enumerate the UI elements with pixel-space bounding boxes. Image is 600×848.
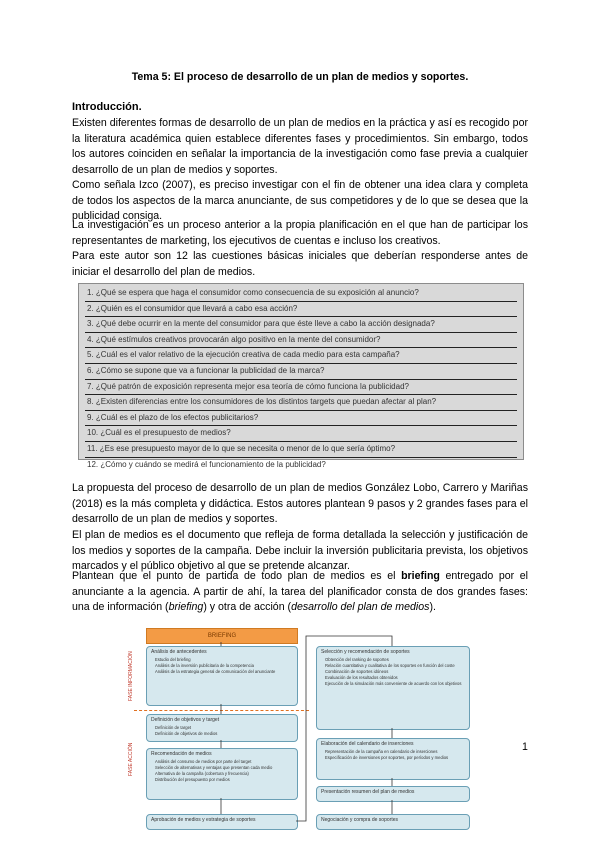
box-item: Relación cuantitativa y cualitativa de los soportes en función del coste bbox=[325, 663, 455, 668]
intro-paragraph-3: La investigación es un proceso anterior a la propia planificación en el que han de participar los representantes de marketing, los ejecutivos de cuentas e incluso los creativos. bbox=[72, 219, 528, 247]
support-selection-heading: Selección y recomendación de soportes bbox=[321, 649, 410, 655]
box-item: Ejecución de la simulación más conveniente de acuerdo con los objetivos bbox=[325, 681, 462, 686]
body-paragraph-2: El plan de medios es el documento que refleja de forma detallada la selección y justificación de los medios y soportes de la campaña. Debe incluir la inversión publicitaria prevista, los objetivos marcados y el público objetivo al que se pretende alcanzar. bbox=[72, 529, 528, 572]
intro-paragraph-1: Existen diferentes formas de desarrollo de un plan de medios en la práctica y así es recogido por la literatura académica quien establece diferentes fases y procedimientos. Sin embargo, todos los autores coinciden en señalar la importancia de la investigación como fase previa a cualquier desarrollo de un plan de medios y soportes. bbox=[72, 117, 528, 176]
body-paragraph-3: Plantean que el punto de partida de todo plan de medios es el briefing entregado por el anunciante a la agencia. A partir de ahí, la tarea del planificador consta de dos grandes fases: una de información (briefing) y otra de acción (desarrollo del plan de medios). bbox=[72, 570, 528, 613]
box-item: Análisis de la estrategia general de comunicación del anunciante bbox=[155, 669, 276, 674]
box-item: Combinación de soportes idóneos bbox=[325, 669, 389, 674]
briefing-label: BRIEFING bbox=[207, 633, 237, 639]
question-row: 6. ¿Cómo se supone que va a funcionar la publicidad de la marca? bbox=[85, 364, 517, 380]
box-item: Definición de target bbox=[155, 725, 192, 730]
question-row: 11. ¿Es ese presupuesto mayor de lo que se necesita o menor de lo que sería óptimo? bbox=[85, 442, 517, 458]
media-recommendation-heading: Recomendación de medios bbox=[151, 751, 212, 757]
box-item: Distribución del presupuesto por medios bbox=[155, 777, 230, 782]
questions-table bbox=[78, 283, 524, 469]
box-item: Definición de objetivos de medios bbox=[155, 731, 218, 736]
box-item: Análisis del consumo de medios por parte del target bbox=[155, 759, 252, 764]
media-plan-process-diagram bbox=[126, 624, 476, 834]
intro-paragraph-4: Para este autor son 12 las cuestiones básicas iniciales que deberían responderse antes de iniciar el desarrollo del plan de medios. bbox=[72, 250, 528, 278]
box-item: Estudio del briefing bbox=[155, 657, 191, 662]
approval-heading: Aprobación de medios y estrategia de soportes bbox=[151, 817, 256, 823]
diagram-arrows bbox=[126, 624, 476, 834]
page-title: Tema 5: El proceso de desarrollo de un plan de medios y soportes. bbox=[131, 71, 469, 83]
question-row: 4. ¿Qué estímulos creativos provocarán algo positivo en la mente del consumidor? bbox=[85, 333, 517, 349]
negotiation-heading: Negociación y compra de soportes bbox=[321, 817, 398, 823]
question-row: 1. ¿Qué se espera que haga el consumidor como consecuencia de su exposición al anuncio? bbox=[85, 286, 517, 302]
antecedents-heading: Análisis de antecedentes bbox=[151, 649, 207, 655]
box-item: Evaluación de los resultados obtenidos bbox=[325, 675, 398, 680]
phase-info-label: FASE INFORMACIÓN bbox=[128, 651, 134, 701]
question-row: 9. ¿Cuál es el plazo de los efectos publicitarios? bbox=[85, 411, 517, 427]
section-heading: Introducción. bbox=[72, 101, 142, 113]
question-row: 10. ¿Cuál es el presupuesto de medios? bbox=[85, 426, 517, 442]
question-row: 2. ¿Quién es el consumidor que llevará a cabo esa acción? bbox=[85, 302, 517, 318]
box-item: Análisis de la inversión publicitaria de la competencia bbox=[155, 663, 254, 668]
question-row: 3. ¿Qué debe ocurrir en la mente del consumidor para que éste lleve a cabo la acción designada? bbox=[85, 317, 517, 333]
summary-heading: Presentación resumen del plan de medios bbox=[321, 789, 415, 795]
box-item: Alternativa de la campaña (cobertura y frecuencia) bbox=[155, 771, 249, 776]
box-item: Representación de la campaña en calendario de inserciones bbox=[325, 749, 438, 754]
page-number: 1 bbox=[522, 741, 528, 753]
box-item: Selección de alternativas y ventajas que presentan cada medio bbox=[155, 765, 273, 770]
question-row: 5. ¿Cuál es el valor relativo de la ejecución creativa de cada medio para esta campaña? bbox=[85, 348, 517, 364]
box-item: Especificación de inversiones por soportes, por períodos y medios bbox=[325, 755, 449, 760]
question-row: 8. ¿Existen diferencias entre los consumidores de los distintos targets que puedan afectar al plan? bbox=[85, 395, 517, 411]
question-row: 12. ¿Cómo y cuándo se medirá el funcionamiento de la publicidad? bbox=[87, 459, 326, 469]
calendar-heading: Elaboración del calendario de inserciones bbox=[321, 741, 414, 747]
body-paragraph-1: La propuesta del proceso de desarrollo de un plan de medios González Lobo, Carrero y Mariñas (2018) es la más completa y didáctica. Estos autores plantean 9 pasos y 2 grandes fases para el desarrollo de un plan de medios y soportes. bbox=[72, 482, 528, 525]
objectives-heading: Definición de objetivos y target bbox=[151, 717, 220, 723]
phase-action-label: FASE ACCIÓN bbox=[128, 742, 134, 776]
question-row: 7. ¿Qué patrón de exposición representa mejor esa teoría de cómo funciona la publicidad? bbox=[85, 380, 517, 396]
box-item: Obtención del ranking de soportes bbox=[325, 657, 389, 662]
intro-paragraph-2: Como señala Izco (2007), es preciso investigar con el fin de obtener una idea clara y completa de todos los aspectos de la marca anunciante, de sus competidores y de lo que se desea que la publicidad consiga. bbox=[72, 179, 528, 222]
